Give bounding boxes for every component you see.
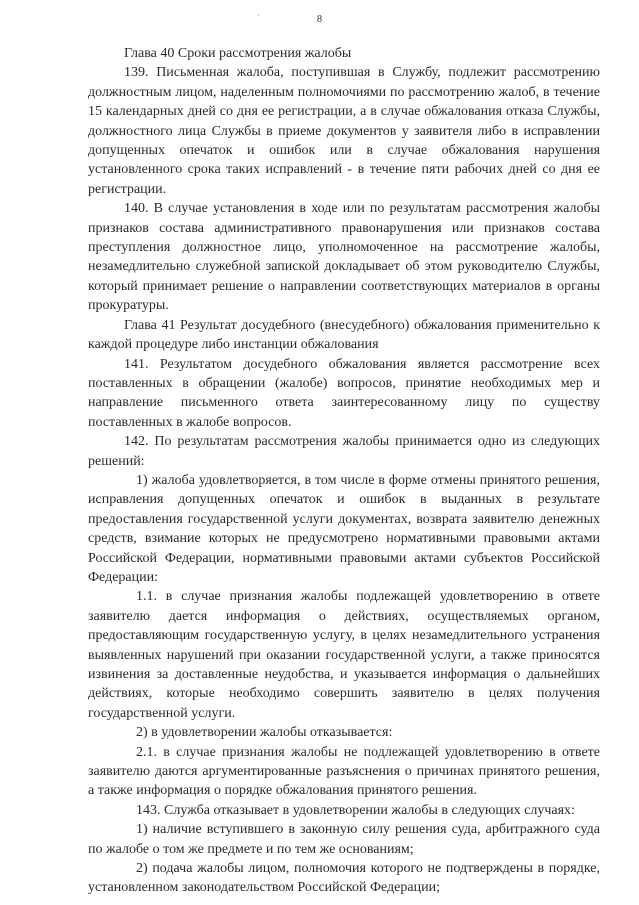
scan-speck: · [257, 10, 260, 20]
paragraph-142-item-1-1: 1.1. в случае признания жалобы подлежащей удовлетворению в ответе заявителю дается информация о действиях, осуществляемых органом, предоставляющим государственную услугу, в целях незамедлительного устранения выявленных нарушений при оказании государственной услуги, а также приносятся извинения за доставленные неудобства, и указывается информация о дальнейших действиях, которые необходимо совершить заявителю в целях получения государственной услуги. [88, 589, 600, 721]
chapter-41-heading: Глава 41 Результат досудебного (внесудебного) обжалования применительно к каждой процедуре либо инстанции обжалования [88, 317, 600, 353]
paragraph-141: 141. Результатом досудебного обжалования является рассмотрение всех поставленных в обращении (жалобе) вопросов, принятие необходимых мер и направление письменного ответа заинтересованному лицу по существу поставленных в жалобе вопросов. [88, 356, 600, 430]
chapter-40-heading: Глава 40 Сроки рассмотрения жалобы [124, 46, 352, 61]
paragraph-142-item-1: 1) жалоба удовлетворяется, в том числе в форме отмены принятого решения, исправления допущенных опечаток и ошибок в выданных в результате предоставления государственной услуги документах, возврата заявителю денежных средств, взимание которых не предусмотрено нормативными правовыми актами Российской Федерации, нормативными правовыми актами субъектов Российской Федерации: [88, 472, 600, 585]
paragraph-142: 142. По результатам рассмотрения жалобы принимается одно из следующих решений: [88, 434, 600, 469]
page-number: 8 [316, 14, 323, 25]
paragraph-143: 143. Служба отказывает в удовлетворении жалобы в следующих случаях: [136, 802, 575, 818]
document-body [88, 44, 600, 898]
paragraph-140: 140. В случае установления в ходе или по результатам рассмотрения жалобы признаков состава административного правонарушения или признаков состава преступления должностное лицо, уполномоченное на рассмотрение жалобы, незамедлительно служебной запиской докладывает об этом руководителю Службы, который принимает решение о направлении соответствующих материалов в органы прокуратуры. [88, 201, 600, 314]
paragraph-142-item-2: 2) в удовлетворении жалобы отказывается: [136, 725, 393, 741]
paragraph-143-item-2: 2) подача жалобы лицом, полномочия которого не подтверждены в порядке, установленном законодательством Российской Федерации; [88, 861, 600, 896]
paragraph-142-item-2-1: 2.1. в случае признания жалобы не подлежащей удовлетворению в ответе заявителю даются аргументированные разъяснения о причинах принятого решения, а также информация о порядке обжалования принятого решения. [88, 744, 600, 799]
paragraph-143-item-1: 1) наличие вступившего в законную силу решения суда, арбитражного суда по жалобе о том же предмете и по тем же основаниям; [88, 822, 600, 857]
paragraph-139: 139. Письменная жалоба, поступившая в Службу, подлежит рассмотрению должностным лицом, наделенным полномочиями по рассмотрению жалоб, в течение 15 календарных дней со дня ее регистрации, а в случае обжалования отказа Службы, должностного лица Службы в приеме документов у заявителя либо в исправлении допущенных опечаток и ошибок или в случае обжалования нарушения установленного срока таких исправлений - в течение пяти рабочих дней со дня ее регистрации. [88, 65, 600, 197]
